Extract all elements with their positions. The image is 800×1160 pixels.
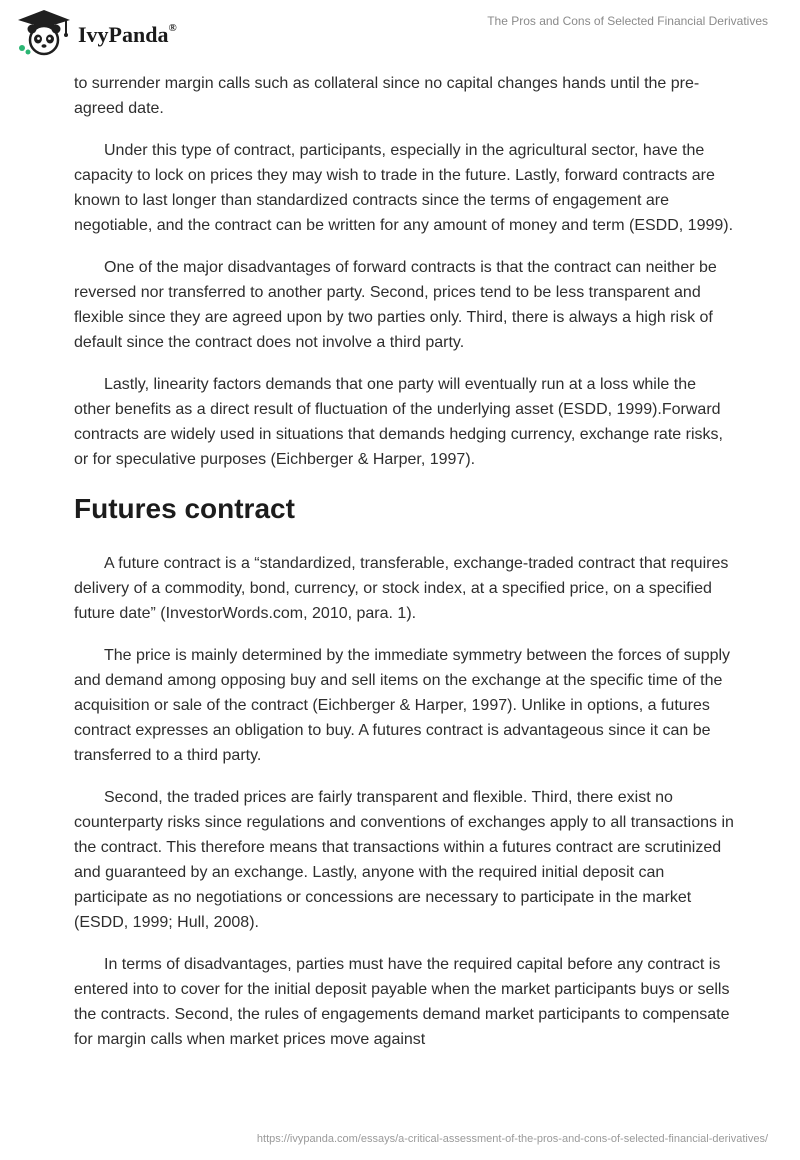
section-heading-futures: Futures contract — [74, 493, 295, 524]
paragraph-6: The price is mainly determined by the immediate symmetry between the forces of supply and demand among opposing buy and sell items on the exchange at the specific time of the acquisition or sale of the contract (Eichberger & Harper, 1997). Unlike in options, a futures contract expresses an obligation to buy. A futures contract is advantageous since it can be transferred to a third party. — [74, 647, 731, 764]
paragraph-7: Second, the traded prices are fairly transparent and flexible. Third, there exist no counterparty risks since regulations and conventions of exchanges apply to all transactions in the contract. This therefore means that transactions within a futures contract are scrutinized and guaranteed by an exchange. Lastly, anyone with the required initial deposit can participate as no negotiations or concessions are necessary to participate in the market (ESDD, 1999; Hull, 2008). — [74, 789, 734, 931]
paragraph-8: In terms of disadvantages, parties must have the required capital before any contract is entered into to cover for the initial deposit payable when the market participants buys or sells the contracts. Second, the rules of engagements demand market participants to compensate for margin calls when market prices move against — [74, 956, 730, 1048]
brand-name: IvyPanda® — [78, 22, 177, 47]
paragraph-3: One of the major disadvantages of forward contracts is that the contract can neither be reversed nor transferred to another party. Second, prices tend to be less transparent and flexible since they are agreed upon by two parties only. Third, there is always a high risk of default since the contract does not involve a third party. — [74, 259, 717, 351]
essay-content — [74, 71, 734, 1069]
brand-logo[interactable] — [14, 8, 177, 58]
source-url[interactable]: https://ivypanda.com/essays/a-critical-assessment-of-the-pros-and-cons-of-selected-financial-derivatives/ — [256, 1133, 768, 1145]
paragraph-4: Lastly, linearity factors demands that one party will eventually run at a loss while the other benefits as a direct result of fluctuation of the underlying asset (ESDD, 1999).Forward contracts are widely used in situations that demands hedging currency, exchange rate risks, or for speculative purposes (Eichberger & Harper, 1997). — [74, 376, 723, 468]
paragraph-5: A future contract is a “standardized, transferable, exchange-traded contract that requires delivery of a commodity, bond, currency, or stock index, at a specified price, on a specified future date” (InvestorWords.com, 2010, para. 1). — [74, 555, 729, 622]
paragraph-2: Under this type of contract, participants, especially in the agricultural sector, have the capacity to lock on prices they may wish to trade in the future. Lastly, forward contracts are known to last longer than standardized contracts since the terms of engagement are negotiable, and the contract can be written for any amount of money and term (ESDD, 1999). — [74, 142, 734, 234]
document-title: The Pros and Cons of Selected Financial Derivatives — [487, 14, 768, 28]
registered-mark: ® — [168, 22, 177, 34]
panda-graduate-icon — [14, 8, 74, 58]
paragraph-1: to surrender margin calls such as collateral since no capital changes hands until the pre-agreed date. — [74, 75, 700, 117]
page-header — [0, 0, 800, 70]
